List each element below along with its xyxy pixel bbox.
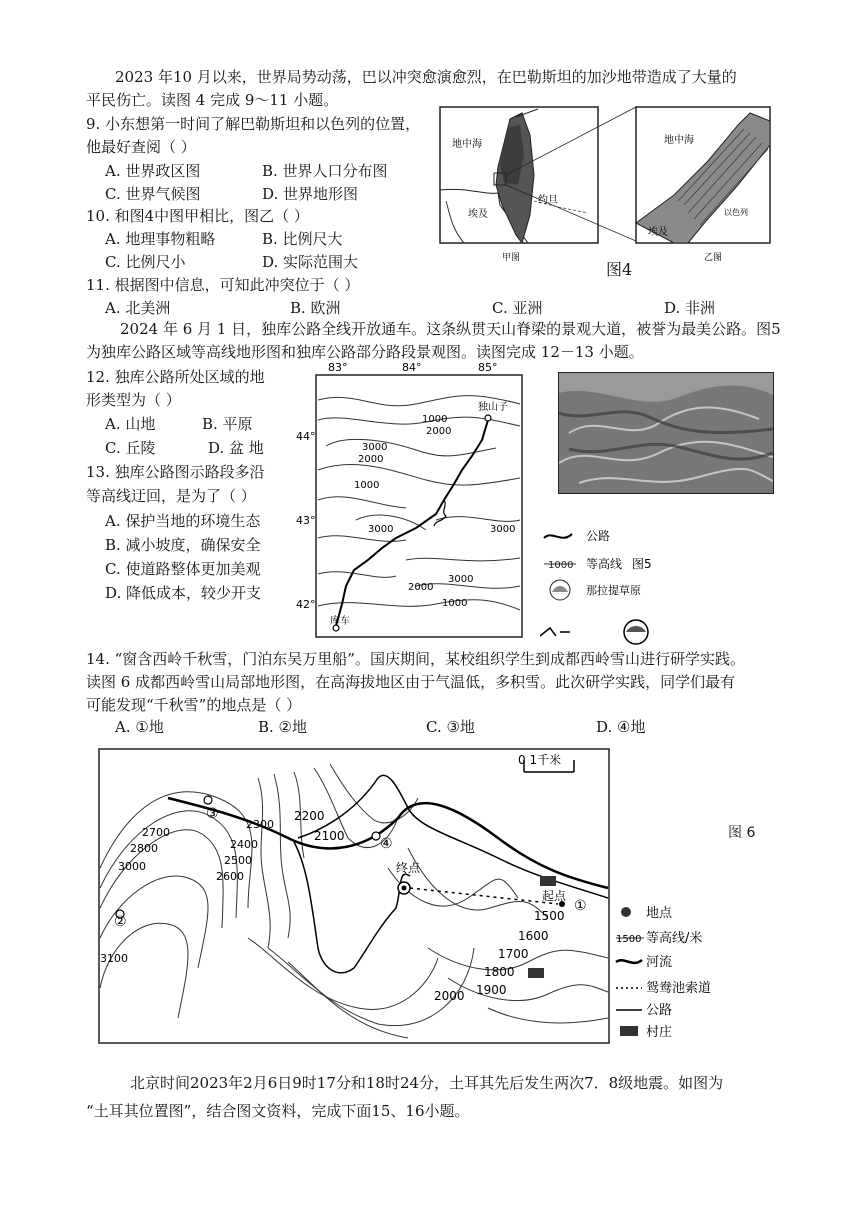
- figure-5-photo: [558, 372, 774, 494]
- landscape-photo-image: [559, 373, 773, 493]
- fig6-contour-2800: 2800: [130, 842, 158, 855]
- q12-option-a[interactable]: A. 山地: [105, 415, 156, 433]
- figure-6-topographic-map: [98, 748, 610, 1044]
- q14-stem-line3: 可能发现“千秋雪”的地点是（ ）: [86, 696, 302, 714]
- q9-option-d[interactable]: D. 世界地形图: [262, 185, 359, 203]
- intro-turkey-line1: 北京时间2023年2月6日9时17分和18时24分，土耳其先后发生两次7．8级地震。如图为: [130, 1074, 724, 1092]
- fig6-point-3: ③: [206, 806, 219, 822]
- fig6-legend-point: 地点: [646, 906, 673, 921]
- fig6-contour-1900: 1900: [476, 983, 507, 997]
- q12-stem-line2: 形类型为（ ）: [86, 391, 181, 409]
- fig6-contour-2200: 2200: [294, 809, 325, 823]
- q14-stem-line1: 14. “窗含西岭千秋雪，门泊东吴万里船”。国庆期间，某校组织学生到成都西岭雪山进行研学实践。: [86, 650, 745, 668]
- q11-stem: 11. 根据图中信息，可知此冲突位于（ ）: [86, 276, 360, 294]
- point-symbol-icon: [621, 907, 631, 917]
- figure-6-label: 图 6: [728, 825, 756, 841]
- fig6-contour-2000: 2000: [434, 989, 465, 1003]
- fig6-start-label: 起点: [542, 889, 567, 903]
- intro-conflict-line2: 平民伤亡。读图 4 完成 9～11 小题。: [86, 91, 339, 109]
- figure-6-map-svg: [98, 748, 610, 1044]
- fig6-point-4: ④: [380, 836, 393, 852]
- q9-option-c[interactable]: C. 世界气候图: [105, 185, 201, 203]
- fig4-yi-israel-label: 以色列: [724, 208, 748, 217]
- q11-option-c[interactable]: C. 亚洲: [492, 299, 543, 317]
- q14-option-c[interactable]: C. ③地: [426, 718, 475, 736]
- fig5-legend-fig-label: 图5: [632, 557, 652, 571]
- q13-option-a[interactable]: A. 保护当地的环境生态: [105, 512, 261, 530]
- legend-road-symbol: [544, 534, 572, 538]
- q12-stem-line1: 12. 独库公路所处区域的地: [86, 368, 265, 386]
- fig6-contour-2600: 2600: [216, 870, 244, 883]
- fig6-contour-3100: 3100: [100, 952, 128, 965]
- river-symbol-icon: [616, 960, 642, 963]
- fig5-contour-1000-c: 1000: [442, 598, 468, 609]
- fig5-contour-3000-b: 3000: [368, 524, 394, 535]
- fig4-jia-sea-label: 地中海: [452, 139, 482, 150]
- q9-option-a[interactable]: A. 世界政区图: [105, 162, 201, 180]
- fig5-contour-1000-a: 1000: [422, 414, 448, 425]
- q14-option-b[interactable]: B. ②地: [258, 718, 308, 736]
- fig5-legend-contour: 等高线: [586, 557, 623, 571]
- fig5-contour-1000-b: 1000: [354, 480, 380, 491]
- q10-option-c[interactable]: C. 比例尺小: [105, 253, 186, 271]
- fig4-yi-egypt-label: 埃及: [648, 227, 668, 238]
- fig4-yi-caption: 乙图: [704, 253, 723, 263]
- fig4-yi-sea-label: 地中海: [664, 135, 694, 146]
- fig6-contour-1800: 1800: [484, 965, 515, 979]
- fig6-contour-1600: 1600: [518, 929, 549, 943]
- fig6-end-label: 终点: [396, 861, 421, 875]
- q12-option-d[interactable]: D. 盆 地: [208, 439, 264, 457]
- fig6-legend-cableway: 鸳鸯池索道: [646, 981, 712, 996]
- village-symbol-icon: [620, 1026, 638, 1036]
- q10-option-d[interactable]: D. 实际范围大: [262, 253, 359, 271]
- q14-option-d[interactable]: D. ④地: [596, 718, 646, 736]
- fig5-legend-grassland: 那拉提草原: [586, 584, 641, 597]
- fig6-contour-1700: 1700: [498, 947, 529, 961]
- intro-duku-line2: 为独库公路区域等高线地形图和独库公路部分路段景观图。读图完成 12－13 小题。: [86, 343, 644, 361]
- figure-5-contour-map: [296, 360, 532, 642]
- fig5-contour-2000-a: 2000: [426, 426, 452, 437]
- fig6-legend-river: 河流: [646, 955, 673, 970]
- q13-option-b[interactable]: B. 减小坡度，确保安全: [105, 536, 261, 554]
- q11-option-b[interactable]: B. 欧洲: [290, 299, 341, 317]
- q9-stem-line1: 9. 小东想第一时间了解巴勒斯坦和以色列的位置，: [86, 115, 421, 133]
- fig6-point-1: ①: [574, 898, 587, 914]
- fig4-jia-caption: 甲图: [502, 253, 521, 263]
- fig5-lon-83: 83°: [328, 361, 348, 374]
- fig6-contour-3000: 3000: [118, 860, 146, 873]
- fig5-lat-44: 44°: [296, 430, 316, 443]
- q10-option-a[interactable]: A. 地理事物粗略: [105, 230, 216, 248]
- figure-5-legend: [540, 520, 680, 650]
- fig5-kuche-label: 库车: [330, 616, 350, 627]
- fig4-jia-jordan-label: 约旦: [538, 195, 558, 206]
- q13-stem-line1: 13. 独库公路图示路段多沿: [86, 463, 265, 481]
- fig5-contour-3000-a: 3000: [362, 442, 388, 453]
- fig5-contour-2000-c: 2000: [408, 582, 434, 593]
- fig6-contour-2300: 2300: [246, 818, 274, 831]
- q9-option-b[interactable]: B. 世界人口分布图: [262, 162, 388, 180]
- q13-option-c[interactable]: C. 使道路整体更加美观: [105, 560, 261, 578]
- fig6-contour-2700: 2700: [142, 826, 170, 839]
- q9-stem-line2: 他最好查阅（ ）: [86, 138, 196, 156]
- q11-option-a[interactable]: A. 北美洲: [105, 299, 171, 317]
- figure-5-map-svg: [296, 360, 532, 642]
- fig6-contour-2400: 2400: [230, 838, 258, 851]
- fig5-dushanzi-label: 独山子: [478, 402, 508, 413]
- q11-option-d[interactable]: D. 非洲: [664, 299, 716, 317]
- fig6-legend-svg: [614, 900, 744, 1050]
- fig6-legend-contour: 等高线/米: [646, 931, 703, 946]
- fig6-village-2: [528, 968, 544, 978]
- fig5-lon-85: 85°: [478, 361, 498, 374]
- q10-stem: 10. 和图4中图甲相比，图乙（ ）: [86, 207, 309, 225]
- fig5-contour-3000-c: 3000: [490, 524, 516, 535]
- fig5-legend-svg: [540, 520, 680, 650]
- fig6-scale-label: 0 1千米: [518, 753, 562, 767]
- intro-turkey-line2: “土耳其位置图”，结合图文资料，完成下面15、16小题。: [86, 1102, 470, 1120]
- fig5-contour-3000-d: 3000: [448, 574, 474, 585]
- q13-stem-line2: 等高线迂回，是为了（ ）: [86, 487, 256, 505]
- fig6-legend-road: 公路: [646, 1003, 673, 1018]
- fig4-jia-egypt-label: 埃及: [468, 209, 488, 220]
- q12-option-c[interactable]: C. 丘陵: [105, 439, 156, 457]
- figure-6-legend: [614, 900, 744, 1050]
- fig5-lat-42: 42°: [296, 598, 316, 611]
- q10-option-b[interactable]: B. 比例尺大: [262, 230, 343, 248]
- fig6-legend-contour-value: 1500: [616, 934, 642, 945]
- fig5-legend-road: 公路: [586, 529, 611, 543]
- fig6-contour-2500: 2500: [224, 854, 252, 867]
- q14-stem-line2: 读图 6 成都西岭雪山局部地形图，在高海拔地区由于气温低，多积雪。此次研学实践，同学们最有: [86, 673, 736, 691]
- q14-option-a[interactable]: A. ①地: [115, 718, 164, 736]
- intro-conflict-line1: 2023 年10 月以来，世界局势动荡，巴以冲突愈演愈烈，在巴勒斯坦的加沙地带造成了大量的: [115, 68, 737, 86]
- figure-4-label: 图4: [606, 260, 633, 279]
- q12-option-b[interactable]: B. 平原: [202, 415, 253, 433]
- fig5-lat-43: 43°: [296, 514, 316, 527]
- figure-4: [438, 105, 773, 283]
- fig6-contour-2100: 2100: [314, 829, 345, 843]
- fig6-point-2: ②: [114, 914, 127, 930]
- q13-option-d[interactable]: D. 降低成本，较少开支: [105, 584, 262, 602]
- fig5-lon-84: 84°: [402, 361, 422, 374]
- fig6-village-1: [540, 876, 556, 886]
- fig6-legend-village: 村庄: [646, 1025, 673, 1040]
- fig5-legend-1000: 1000: [548, 560, 574, 571]
- fig5-contour-2000-b: 2000: [358, 454, 384, 465]
- intro-duku-line1: 2024 年 6 月 1 日，独库公路全线开放通车。这条纵贯天山脊梁的景观大道，被誉为最美公路。图5: [120, 320, 781, 338]
- fig6-contour-1500: 1500: [534, 909, 565, 923]
